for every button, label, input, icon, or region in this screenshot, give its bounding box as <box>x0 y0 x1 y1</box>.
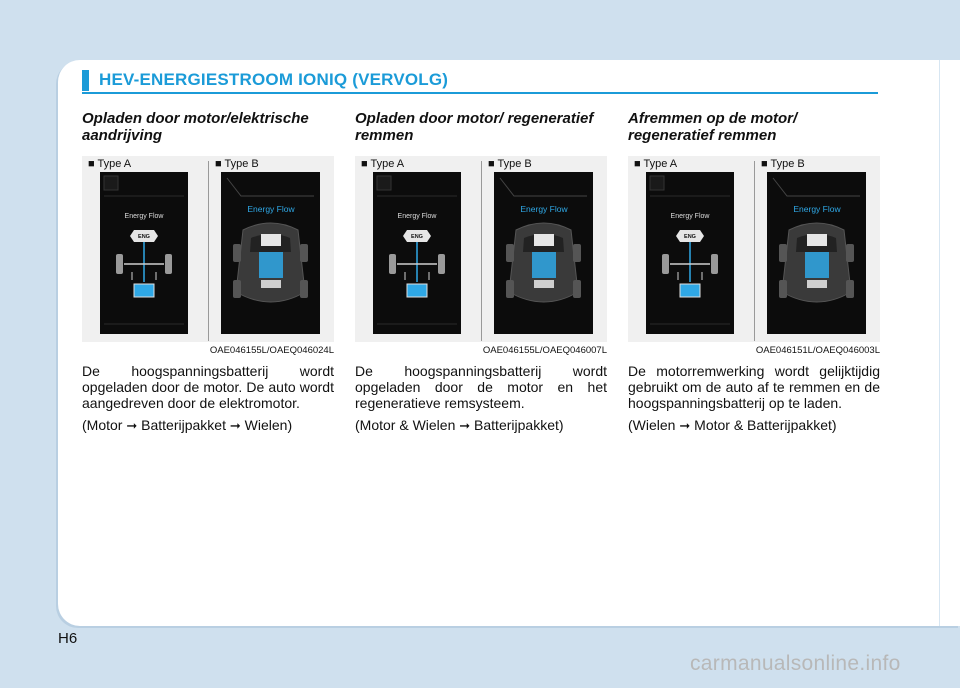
type-b-screen-svg <box>767 172 866 334</box>
type-a-screen <box>646 172 734 334</box>
type-a-screen <box>100 172 188 334</box>
description-paragraph: De motorremwerking wordt gelijktijdig gebruikt om de auto af te remmen en de hoogspanningsbatterij op te laden. <box>628 363 880 411</box>
type-a-screen-svg <box>373 172 461 334</box>
engine-label: ENG <box>684 234 696 240</box>
figure-code: OAE046155L/OAEQ046024L <box>209 345 334 356</box>
type-b-screen-svg <box>494 172 593 334</box>
type-a-label: ■ Type A <box>88 158 132 170</box>
type-b-label: ■ Type B <box>761 158 805 170</box>
column-heading: Opladen door motor/ regeneratief remmen <box>355 110 594 144</box>
column-engine-braking <box>628 110 880 434</box>
energy-flow-figure <box>355 156 607 342</box>
column-body <box>355 363 607 434</box>
energy-flow-figure <box>82 156 334 342</box>
column-charging-regen-braking <box>355 110 607 434</box>
figure-divider <box>754 161 755 341</box>
energy-flow-label-a: Energy Flow <box>124 213 164 220</box>
flow-step: (Motor <box>82 417 123 433</box>
energy-flow-figure <box>628 156 880 342</box>
figure-divider <box>481 161 482 341</box>
energy-flow-label-b: Energy Flow <box>520 204 568 214</box>
energy-flow-sequence <box>82 417 334 434</box>
flow-step: (Wielen <box>628 417 676 433</box>
margin-line <box>939 60 940 626</box>
column-heading: Afremmen op de motor/ regeneratief remmen <box>628 110 798 144</box>
figure-code: OAE046155L/OAEQ046007L <box>482 345 607 356</box>
column-body <box>82 363 334 434</box>
watermark: carmanualsonline.info <box>690 652 901 675</box>
type-b-screen <box>494 172 593 334</box>
flow-step: Wielen) <box>244 417 293 433</box>
flow-step: Batterijpakket <box>141 417 226 433</box>
type-b-label: ■ Type B <box>215 158 259 170</box>
energy-flow-label-b: Energy Flow <box>793 204 841 214</box>
energy-flow-label-b: Energy Flow <box>247 204 295 214</box>
engine-label: ENG <box>411 234 423 240</box>
figure-divider <box>208 161 209 341</box>
type-b-label: ■ Type B <box>488 158 532 170</box>
type-b-screen <box>221 172 320 334</box>
arrow-right-icon: ➞ <box>229 418 241 433</box>
type-b-screen <box>767 172 866 334</box>
energy-flow-label-a: Energy Flow <box>670 213 710 220</box>
section-title: HEV-ENERGIESTROOM IONIQ (VERVOLG) <box>99 70 449 89</box>
type-b-screen-svg <box>221 172 320 334</box>
type-a-screen-svg <box>100 172 188 334</box>
figure-code: OAE046151L/OAEQ046003L <box>755 345 880 356</box>
flow-step: Motor & Batterijpakket) <box>694 417 837 433</box>
page-number: H6 <box>58 630 78 647</box>
arrow-right-icon: ➞ <box>459 418 471 433</box>
engine-label: ENG <box>138 234 150 240</box>
energy-flow-label-a: Energy Flow <box>397 213 437 220</box>
description-paragraph: De hoogspanningsbatterij wordt opgeladen door de motor en het regeneratieve remsysteem. <box>355 363 607 411</box>
energy-flow-sequence <box>355 417 607 434</box>
type-a-label: ■ Type A <box>634 158 678 170</box>
arrow-right-icon: ➞ <box>679 418 691 433</box>
column-heading: Opladen door motor/elektrische aandrijving <box>82 110 309 144</box>
flow-step: Batterijpakket) <box>474 417 564 433</box>
flow-step: (Motor & Wielen <box>355 417 456 433</box>
energy-flow-sequence <box>628 417 880 434</box>
column-charging-motor-drive <box>82 110 334 434</box>
type-a-screen-svg <box>646 172 734 334</box>
column-body <box>628 363 880 434</box>
arrow-right-icon: ➞ <box>126 418 138 433</box>
description-paragraph: De hoogspanningsbatterij wordt opgeladen door de motor. De auto wordt aangedreven door de elektromotor. <box>82 363 334 411</box>
header-rule <box>82 92 878 94</box>
type-a-label: ■ Type A <box>361 158 405 170</box>
type-a-screen <box>373 172 461 334</box>
header-accent-bar <box>82 70 89 91</box>
